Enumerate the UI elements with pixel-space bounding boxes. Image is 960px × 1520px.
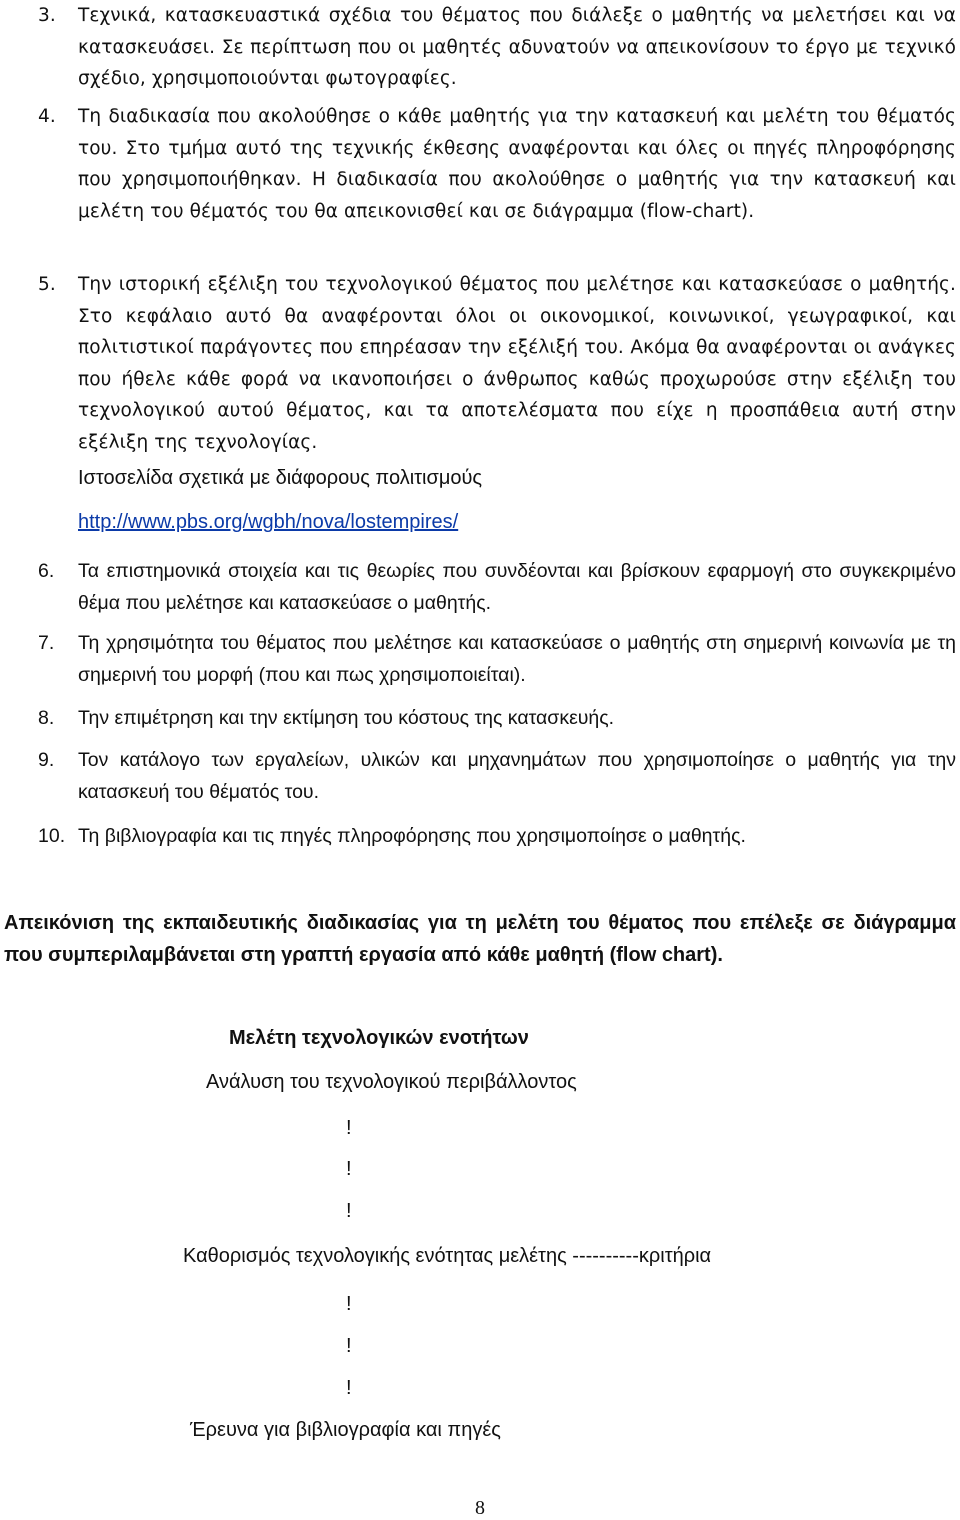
flowchart-connector: ! [346,1117,352,1139]
list-number: 5. [38,274,56,295]
list-item-3 [38,0,956,95]
flowchart-title: Μελέτη τεχνολογικών ενοτήτων [229,1027,529,1049]
flowchart-step-research: Έρευνα για βιβλιογραφία και πηγές [190,1419,501,1441]
list-item-4 [38,101,956,227]
list-item-7 [38,628,956,691]
list-text: Τη βιβλιογραφία και τις πηγές πληροφόρησης που χρησιμοποίησε ο μαθητής. [78,825,746,847]
section-heading: Απεικόνιση της εκπαιδευτικής διαδικασίας για τη μελέτη του θέματος που επέλεξε σε διάγραμμα που συμπεριλαμβάνεται στη γραπτή εργασία από κάθε μαθητή (flow chart). [4,912,956,966]
website-link[interactable]: http://www.pbs.org/wgbh/nova/lostempires/ [78,511,459,533]
flowchart-step-analysis: Ανάλυση του τεχνολογικού περιβάλλοντος [206,1071,577,1093]
list-text: Την ιστορική εξέλιξη του τεχνολογικού θέματος που μελέτησε και κατασκεύασε ο μαθητής. Στο κεφάλαιο αυτό θα αναφέρονται όλοι οι οικονομικοί, κοινωνικοί, γεωγραφικοί, και πολιτιστικοί παράγοντες που επηρέασαν την εξέλιξή του. Ακόμα θα αναφέρονται οι ανάγκες που ήθελε κάθε φορά να ικανοποιήσει ο άνθρωπος καθώς προχωρούσε στην εξέλιξη του τεχνολογικού αυτού θέματος, και τα αποτελέσματα που είχε η προσπάθεια αυτή στην εξέλιξη της τεχνολογίας. [78,274,956,453]
flowchart-connector: ! [346,1377,352,1399]
list-text: Τη διαδικασία που ακολούθησε ο κάθε μαθητής για την κατασκευή και μελέτη του θέματός του. Στο τμήμα αυτό της τεχνικής έκθεσης αναφέρονται και όλες οι πηγές πληροφόρησης που χρησιμοποιήθηκαν. Η διαδικασία που ακολούθησε ο μαθητής για την κατασκευή και μελέτη του θέματός του θα απεικονισθεί και σε διάγραμμα (flow-chart). [78,106,956,222]
list-text: Τα επιστημονικά στοιχεία και τις θεωρίες που συνδέονται και βρίσκουν εφαρμογή στο συγκεκριμένο θέμα που μελέτησε και κατασκεύασε ο μαθητής. [78,560,956,614]
list-item-10 [38,821,956,853]
list-item-5 [38,269,956,458]
list-item-9 [38,745,956,808]
flowchart-connector: ! [346,1335,352,1357]
flowchart-step-definition: Καθορισμός τεχνολογικής ενότητας μελέτης ----------κριτήρια [183,1245,712,1267]
list-text: Τη χρησιμότητα του θέματος που μελέτησε και κατασκεύασε ο μαθητής στη σημερινή κοινωνία με τη σημερινή του μορφή (που και πως χρησιμοποιείται). [78,632,956,686]
list-text: Τον κατάλογο των εργαλείων, υλικών και μηχανημάτων που χρησιμοποίησε ο μαθητής για την κατασκευή του θέματός του. [78,749,956,803]
list-number: 9. [38,749,55,771]
list-number: 3. [38,5,56,26]
list-number: 10. [38,825,66,847]
list-number: 7. [38,632,55,654]
list-item-8 [38,703,956,735]
flowchart-connector: ! [346,1293,352,1315]
flowchart-connector: ! [346,1200,352,1222]
list-number: 6. [38,560,55,582]
list-number: 4. [38,106,56,127]
list-text: Τεχνικά, κατασκευαστικά σχέδια του θέματος που διάλεξε ο μαθητής να μελετήσει και να κατασκευάσει. Σε περίπτωση που οι μαθητές αδυνατούν να απεικονίσουν το έργο με τεχνικό σχέδιο, χρησιμοποιούνται φωτογραφίες. [78,5,956,89]
page-number: 8 [475,1497,485,1519]
list-number: 8. [38,707,55,729]
website-note: Ιστοσελίδα σχετικά με διάφορους πολιτισμούς [78,467,483,489]
flowchart-connector: ! [346,1158,352,1180]
list-text: Την επιμέτρηση και την εκτίμηση του κόστους της κατασκευής. [78,707,615,729]
list-item-6 [38,556,956,619]
